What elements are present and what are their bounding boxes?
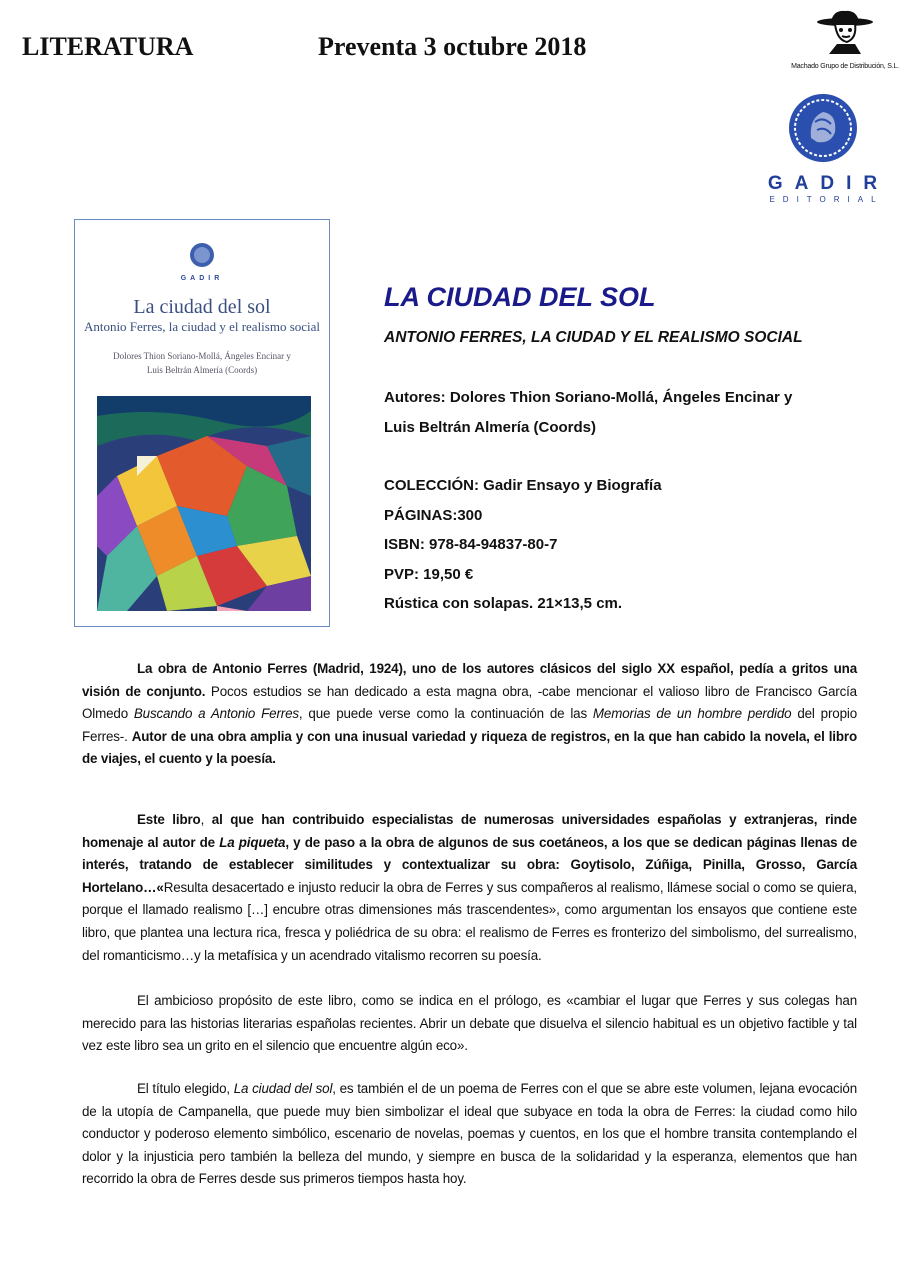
publisher-logo [750, 92, 895, 204]
book-title: LA CIUDAD DEL SOL [384, 282, 656, 312]
text: del propio Ferres-. [82, 706, 857, 744]
text: , que puede verse como la continuación de las [298, 706, 593, 722]
text: , [200, 811, 212, 827]
text: Pocos estudios se han dedicado a esta magna obra, -cabe mencionar el valioso libro de Francisco García Olmedo [82, 683, 857, 722]
text: Resulta desacertado e injusto reducir la obra de Ferres y sus compañeros al realismo, llámese social o como se quiera, porque el llamado realismo […] encubre otras dimensiones más trascendentes», como argumentan los ensayos que contiene este libro, que plantea una lectura rica, fresca y poliédrica de su obra: el realismo de Ferres es fronterizo del simbolismo, del surrealismo, del romanticismo…y la metafísica y un acendrado vitalismo recorren su poesía. [82, 879, 857, 963]
paragraph-3: El ambicioso propósito de este libro, como se indica en el prólogo, es «cambiar el lugar que Ferres y sus colegas han merecido para las historias literarias españolas recientes. Abrir un debate que disuelva el silencio habitual es un objetivo factible y tal vez este libro sea un grito en el silencio que encuentre algún eco». [82, 993, 857, 1054]
authors-line: Luis Beltrán Almería (Coords) [384, 418, 596, 436]
book-details [384, 282, 854, 619]
cover-publisher: GADIR [180, 275, 224, 282]
book-format: Rústica con solapas. 21×13,5 cm. [384, 595, 623, 612]
distributor-logo [790, 10, 900, 70]
cover-authors-line: Dolores Thion Soriano-Mollá, Ángeles Encinar y [113, 351, 291, 361]
paragraph-1 [82, 658, 857, 771]
text-bold-italic: La piqueta [219, 834, 286, 850]
cover-subtitle: Antonio Ferres, la ciudad y el realismo social [83, 319, 321, 334]
text-italic: La ciudad del sol [233, 1080, 333, 1096]
description-body [82, 658, 857, 1191]
text-bold: La obra de Antonio Ferres (Madrid, 1924), uno de los autores clásicos del siglo XX español, pedía a gritos una visión de conjunto. [82, 661, 857, 699]
section-label: LITERATURA [22, 32, 194, 61]
book-collection: COLECCIÓN: Gadir Ensayo y Biografía [384, 477, 662, 494]
text-bold: Autor de una obra amplia y con una inusual variedad y riqueza de registros, en la que han cabido la novela, el libro de viajes, el cuento y la poesía. [82, 728, 857, 767]
text-italic: Buscando a Antonio Ferres [133, 706, 299, 722]
book-isbn: ISBN: 978-84-94837-80-7 [384, 536, 558, 553]
text-bold: , y de paso a la obra de algunos de sus coetáneos, a los que se dedican páginas llenas de interés, tratando de establecer similitudes y contextualizar su obra: Goytisolo, Zúñiga, Pinilla, Grosso, García Hortelano…« [82, 834, 858, 895]
cover-painting [97, 396, 311, 611]
book-price: PVP: 19,50 € [384, 565, 474, 583]
authors-line: Autores: Dolores Thion Soriano-Mollá, Ángeles Encinar y [384, 389, 793, 406]
paragraph-2 [82, 809, 857, 967]
publisher-subtitle: EDITORIAL [769, 195, 884, 204]
book-cover [74, 219, 330, 627]
cover-authors-line: Luis Beltrán Almería (Coords) [146, 365, 258, 375]
text-bold: Este libro [137, 811, 201, 827]
book-subtitle: ANTONIO FERRES, LA CIUDAD Y EL REALISMO SOCIAL [384, 329, 803, 346]
text-italic: Memorias de un hombre perdido [592, 706, 792, 722]
cover-authors [75, 349, 329, 377]
coin-emblem-icon [787, 92, 859, 164]
paragraph-4 [82, 1078, 857, 1191]
publisher-name: GADIR [767, 173, 890, 194]
distributor-name: Machado Grupo de Distribución, S.L. [791, 63, 899, 70]
cover-title: La ciudad del sol [133, 296, 271, 318]
presale-date: Preventa 3 octubre 2018 [318, 32, 587, 61]
book-pages: PÁGINAS:300 [384, 506, 483, 524]
text: El título elegido, [137, 1080, 234, 1096]
book-authors [384, 383, 854, 442]
cover-emblem-icon [189, 242, 215, 268]
text-bold: al que han contribuido especialistas de numerosas universidades españolas y extranjeras, rinde homenaje al autor de [82, 811, 857, 850]
text: , es también el de un poema de Ferres con el que se abre este volumen, lejana evocación de la utopía de Campanella, que puede muy bien simbolizar el ideal que subyace en toda la obra de Ferres: la ciudad como hilo conductor y poderoso elemento simbólico, escenario de novelas, poemas y cuentos, en los que el hombre transita contemplando el dolor y la injusticia pero también la belleza del mundo, y siempre en busca de la solidaridad y la esperanza, elementos que han recorrido la obra de Ferres desde sus primeros tiempos hasta hoy. [82, 1080, 858, 1187]
hat-figure-icon [815, 10, 875, 56]
